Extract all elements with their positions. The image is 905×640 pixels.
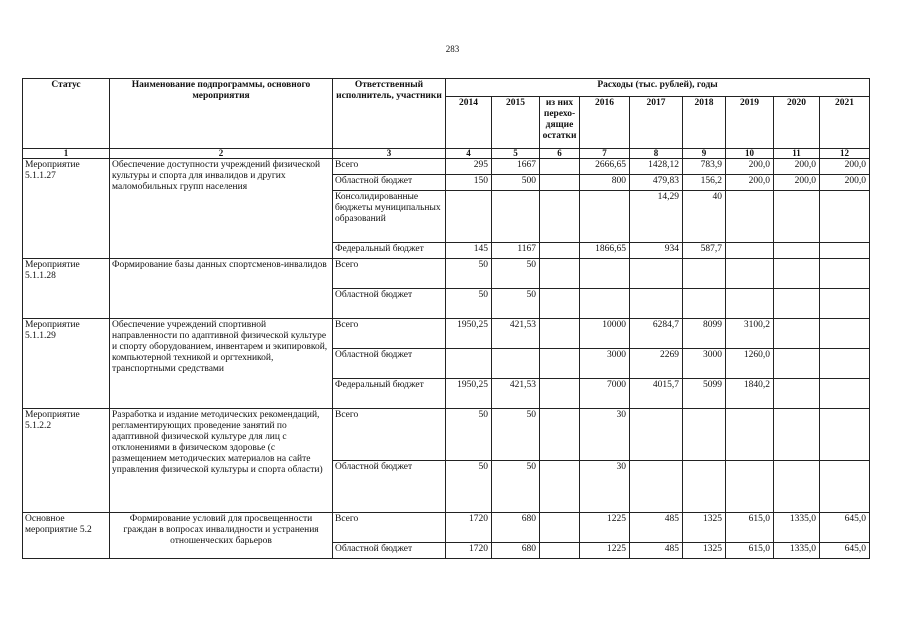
value-cell: 4015,7 (630, 379, 683, 409)
value-cell (446, 191, 492, 243)
value-cell: 421,53 (492, 379, 540, 409)
value-cell (774, 191, 820, 243)
value-cell: 200,0 (726, 175, 774, 191)
value-cell (540, 513, 580, 543)
value-cell (820, 461, 870, 513)
value-cell: 1260,0 (726, 349, 774, 379)
header-year: 2021 (820, 97, 870, 149)
value-cell: 200,0 (774, 159, 820, 175)
value-cell: 5099 (683, 379, 726, 409)
value-cell: 50 (446, 461, 492, 513)
value-cell: 615,0 (726, 543, 774, 559)
header-year: 2014 (446, 97, 492, 149)
funding-source-cell: Областной бюджет (333, 289, 446, 319)
header-year: 2019 (726, 97, 774, 149)
page-number: 283 (445, 44, 460, 54)
header-expenses: Расходы (тыс. рублей), годы (446, 79, 870, 97)
value-cell (630, 461, 683, 513)
status-cell: Основное мероприятие 5.2 (23, 513, 110, 559)
header-year: 2017 (630, 97, 683, 149)
funding-source-cell: Всего (333, 259, 446, 289)
table-row (23, 409, 870, 461)
value-cell: 50 (446, 259, 492, 289)
status-cell: Мероприятие 5.1.1.29 (23, 319, 110, 409)
value-cell: 1720 (446, 513, 492, 543)
value-cell (820, 259, 870, 289)
value-cell: 8099 (683, 319, 726, 349)
value-cell: 1840,2 (726, 379, 774, 409)
funding-source-cell: Областной бюджет (333, 461, 446, 513)
header-status: Статус (23, 79, 110, 149)
value-cell: 295 (446, 159, 492, 175)
header-year: 2018 (683, 97, 726, 149)
value-cell (540, 191, 580, 243)
value-cell: 200,0 (726, 159, 774, 175)
value-cell: 485 (630, 543, 683, 559)
value-cell: 30 (580, 409, 630, 461)
column-number: 11 (774, 149, 820, 159)
value-cell: 783,9 (683, 159, 726, 175)
value-cell (726, 259, 774, 289)
value-cell (446, 349, 492, 379)
measure-name-cell: Формирование условий для просвещенности граждан в вопросах инвалидности и устранения отношенческих барьеров (110, 513, 333, 559)
status-cell: Мероприятие 5.1.1.27 (23, 159, 110, 259)
value-cell: 1720 (446, 543, 492, 559)
value-cell: 2666,65 (580, 159, 630, 175)
funding-source-cell: Областной бюджет (333, 175, 446, 191)
value-cell: 156,2 (683, 175, 726, 191)
measure-name-cell: Разработка и издание методических рекомендаций, регламентирующих проведение занятий по адаптивной физической культуре для лиц с отклонениями в физическом здоровье (с размещением методических материалов на сайте управления физической культуры и спорта области) (110, 409, 333, 513)
value-cell (492, 349, 540, 379)
column-number: 4 (446, 149, 492, 159)
header-year: 2015 (492, 97, 540, 149)
table-row (23, 319, 870, 349)
value-cell (683, 461, 726, 513)
column-number-row (23, 149, 870, 159)
value-cell (774, 409, 820, 461)
funding-source-cell: Федеральный бюджет (333, 379, 446, 409)
value-cell: 485 (630, 513, 683, 543)
value-cell: 50 (492, 409, 540, 461)
value-cell (774, 289, 820, 319)
value-cell (683, 259, 726, 289)
value-cell: 14,29 (630, 191, 683, 243)
value-cell (820, 289, 870, 319)
measure-name-cell: Формирование базы данных спортсменов-инвалидов (110, 259, 333, 319)
value-cell (820, 409, 870, 461)
header-carryover: из них перехо-дящие остатки (540, 97, 580, 149)
table-body (23, 159, 870, 559)
value-cell: 30 (580, 461, 630, 513)
column-number: 2 (110, 149, 333, 159)
table-row (23, 159, 870, 175)
value-cell: 40 (683, 191, 726, 243)
value-cell (774, 379, 820, 409)
value-cell: 680 (492, 513, 540, 543)
value-cell: 1950,25 (446, 379, 492, 409)
column-number: 3 (333, 149, 446, 159)
value-cell: 1866,65 (580, 243, 630, 259)
value-cell (630, 409, 683, 461)
column-number: 8 (630, 149, 683, 159)
value-cell (540, 379, 580, 409)
value-cell: 50 (446, 409, 492, 461)
funding-source-cell: Консолидированные бюджеты муниципальных образований (333, 191, 446, 243)
status-cell: Мероприятие 5.1.1.28 (23, 259, 110, 319)
value-cell: 1325 (683, 513, 726, 543)
value-cell (683, 409, 726, 461)
value-cell (580, 191, 630, 243)
value-cell: 200,0 (820, 175, 870, 191)
value-cell (726, 191, 774, 243)
value-cell (726, 289, 774, 319)
funding-source-cell: Всего (333, 409, 446, 461)
value-cell: 1167 (492, 243, 540, 259)
value-cell: 1335,0 (774, 513, 820, 543)
value-cell (820, 349, 870, 379)
value-cell: 200,0 (774, 175, 820, 191)
value-cell (540, 259, 580, 289)
value-cell (774, 349, 820, 379)
column-number: 12 (820, 149, 870, 159)
header-year: 2020 (774, 97, 820, 149)
value-cell: 587,7 (683, 243, 726, 259)
value-cell (540, 289, 580, 319)
value-cell: 1428,12 (630, 159, 683, 175)
value-cell (540, 461, 580, 513)
value-cell: 200,0 (820, 159, 870, 175)
value-cell: 2269 (630, 349, 683, 379)
value-cell: 934 (630, 243, 683, 259)
value-cell: 645,0 (820, 543, 870, 559)
value-cell (540, 175, 580, 191)
column-number: 5 (492, 149, 540, 159)
value-cell (540, 319, 580, 349)
value-cell (820, 379, 870, 409)
value-cell: 7000 (580, 379, 630, 409)
value-cell (683, 289, 726, 319)
expenses-table (22, 78, 870, 559)
value-cell (774, 461, 820, 513)
value-cell: 421,53 (492, 319, 540, 349)
value-cell (726, 409, 774, 461)
value-cell: 3000 (683, 349, 726, 379)
value-cell: 3000 (580, 349, 630, 379)
value-cell (820, 191, 870, 243)
value-cell: 500 (492, 175, 540, 191)
table-row (23, 513, 870, 543)
column-number: 7 (580, 149, 630, 159)
column-number: 9 (683, 149, 726, 159)
value-cell (540, 349, 580, 379)
value-cell: 10000 (580, 319, 630, 349)
value-cell: 1225 (580, 543, 630, 559)
value-cell (774, 319, 820, 349)
funding-source-cell: Областной бюджет (333, 543, 446, 559)
value-cell (630, 259, 683, 289)
value-cell (492, 191, 540, 243)
value-cell (820, 319, 870, 349)
funding-source-cell: Всего (333, 319, 446, 349)
funding-source-cell: Всего (333, 159, 446, 175)
value-cell: 1335,0 (774, 543, 820, 559)
value-cell (540, 409, 580, 461)
status-cell: Мероприятие 5.1.2.2 (23, 409, 110, 513)
column-number: 10 (726, 149, 774, 159)
value-cell (726, 461, 774, 513)
header-year: 2016 (580, 97, 630, 149)
value-cell (820, 243, 870, 259)
value-cell (726, 243, 774, 259)
value-cell: 800 (580, 175, 630, 191)
funding-source-cell: Областной бюджет (333, 349, 446, 379)
value-cell: 1950,25 (446, 319, 492, 349)
value-cell (774, 259, 820, 289)
value-cell (630, 289, 683, 319)
column-number: 6 (540, 149, 580, 159)
value-cell: 50 (446, 289, 492, 319)
value-cell: 615,0 (726, 513, 774, 543)
column-number: 1 (23, 149, 110, 159)
funding-source-cell: Федеральный бюджет (333, 243, 446, 259)
value-cell: 479,83 (630, 175, 683, 191)
value-cell (774, 243, 820, 259)
header-name: Наименование подпрограммы, основного мероприятия (110, 79, 333, 149)
value-cell: 1667 (492, 159, 540, 175)
value-cell: 645,0 (820, 513, 870, 543)
value-cell: 1325 (683, 543, 726, 559)
value-cell (540, 543, 580, 559)
measure-name-cell: Обеспечение доступности учреждений физической культуры и спорта для инвалидов и других маломобильных групп населения (110, 159, 333, 259)
value-cell (540, 243, 580, 259)
value-cell: 1225 (580, 513, 630, 543)
table-row (23, 259, 870, 289)
value-cell: 680 (492, 543, 540, 559)
header-responsible: Ответственный исполнитель, участники (333, 79, 446, 149)
value-cell (580, 259, 630, 289)
value-cell: 150 (446, 175, 492, 191)
value-cell: 50 (492, 259, 540, 289)
value-cell: 3100,2 (726, 319, 774, 349)
measure-name-cell: Обеспечение учреждений спортивной направленности по адаптивной физической культуре и спорту оборудованием, инвентарем и экипировкой, компьютерной техникой и оргтехникой, транспортными средствами (110, 319, 333, 409)
value-cell (540, 159, 580, 175)
value-cell: 6284,7 (630, 319, 683, 349)
value-cell: 50 (492, 461, 540, 513)
value-cell: 145 (446, 243, 492, 259)
funding-source-cell: Всего (333, 513, 446, 543)
value-cell: 50 (492, 289, 540, 319)
value-cell (580, 289, 630, 319)
